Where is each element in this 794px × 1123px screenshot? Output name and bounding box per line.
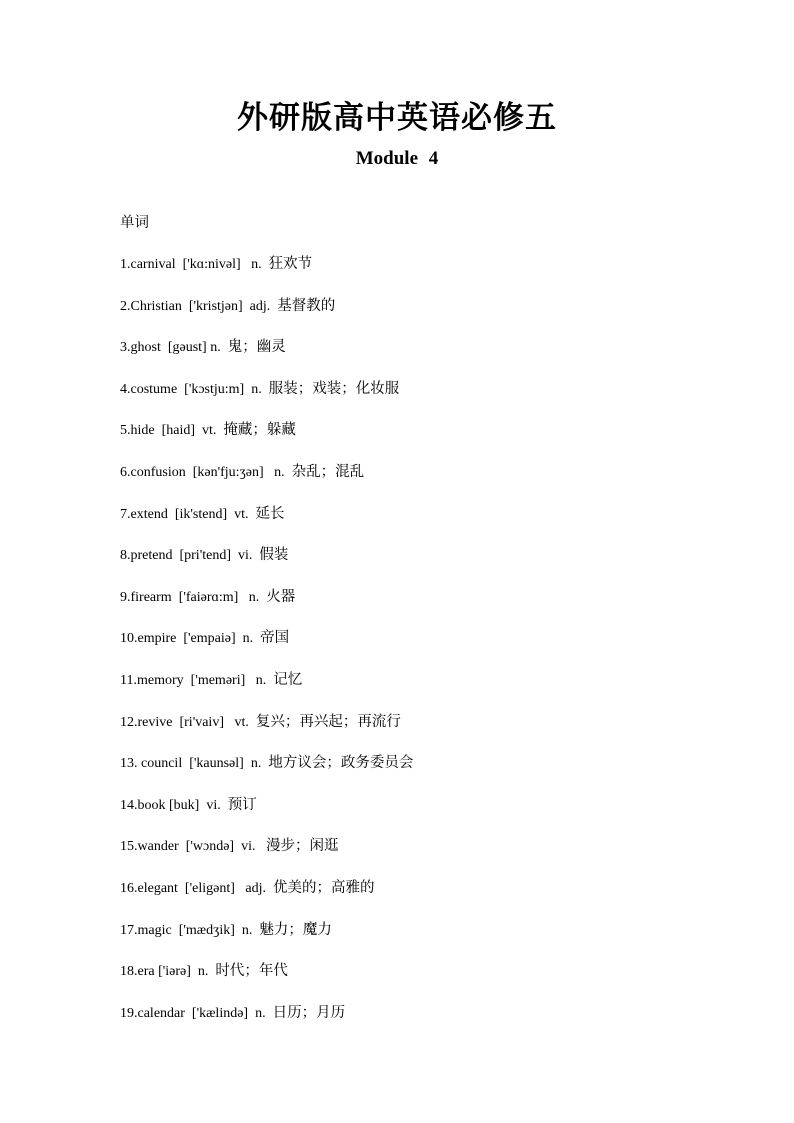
vocabulary-entry [120, 919, 760, 961]
vocabulary-entry [120, 1002, 760, 1044]
entry-chinese: 服装；戏装；化妆服 [268, 380, 400, 397]
vocabulary-list [120, 253, 760, 1043]
entry-chinese: 假装 [259, 547, 289, 564]
module-title: Module 4 [355, 148, 439, 169]
entry-english: 10.empire ['empaiə] n. [120, 631, 261, 647]
entry-english: 12.revive [ri'vaiv] vt. [120, 714, 256, 730]
entry-chinese: 掩藏；躲藏 [223, 422, 296, 439]
vocabulary-entry [120, 669, 760, 711]
entry-chinese: 漫步；闲逛 [265, 838, 339, 855]
vocabulary-entry [120, 461, 760, 503]
entry-english: 18.era ['iərə] n. [120, 964, 216, 980]
entry-chinese: 狂欢节 [268, 256, 313, 272]
vocabulary-entry [120, 877, 760, 919]
entry-english: 9.firearm ['faiərɑ:m] n. [120, 589, 267, 605]
vocabulary-entry [120, 627, 760, 669]
vocabulary-entry [120, 253, 760, 295]
entry-english: 11.memory ['meməri] n. [120, 672, 274, 688]
entry-english: 16.elegant ['eligənt] adj. [120, 880, 273, 896]
entry-english: 6.confusion [kən'fju:ʒən] n. [120, 464, 292, 480]
entry-english: 5.hide [haid] vt. [120, 423, 224, 439]
entry-chinese: 预订 [227, 796, 257, 813]
entry-chinese: 鬼；幽灵 [227, 339, 286, 356]
entry-english: 1.carnival ['kɑ:nivəl] n. [120, 257, 269, 272]
entry-english: 15.wander ['wɔndə] vi. [120, 839, 266, 855]
entry-english: 2.Christian ['kristjən] adj. [120, 298, 278, 314]
entry-chinese: 火器 [266, 588, 296, 605]
vocabulary-entry [120, 544, 760, 586]
vocabulary-entry [120, 752, 760, 794]
vocabulary-entry [120, 378, 760, 420]
vocabulary-entry [120, 835, 760, 877]
entry-english: 3.ghost [gəust] n. [120, 340, 228, 356]
vocabulary-entry [120, 295, 760, 337]
entry-chinese: 延长 [255, 505, 285, 522]
entry-chinese: 帝国 [260, 630, 290, 647]
entry-chinese: 魅力；魔力 [259, 921, 332, 938]
entry-english: 19.calendar ['kælində] n. [120, 1005, 273, 1021]
entry-chinese: 优美的；高雅的 [272, 879, 375, 896]
entry-chinese: 记忆 [273, 671, 303, 688]
entry-english: 8.pretend [pri'tend] vi. [120, 548, 260, 564]
page-title: 外研版高中英语必修五 [237, 100, 557, 136]
entry-english: 4.costume ['kɔstju:m] n. [120, 381, 269, 397]
entry-chinese: 日历；月历 [272, 1004, 346, 1021]
vocabulary-entry [120, 336, 760, 378]
entry-chinese: 基督教的 [277, 297, 336, 314]
entry-english: 17.magic ['mædʒik] n. [120, 922, 260, 938]
vocabulary-entry [120, 711, 760, 753]
entry-english: 14.book [buk] vi. [120, 797, 228, 813]
vocabulary-entry [120, 503, 760, 545]
vocabulary-entry [120, 960, 760, 1002]
entry-chinese: 时代；年代 [215, 963, 288, 980]
vocabulary-entry [120, 419, 760, 461]
vocabulary-entry [120, 586, 760, 628]
entry-english: 13. council ['kaunsəl] n. [120, 756, 269, 772]
section-heading: 单词 [120, 215, 149, 231]
entry-chinese: 杂乱；混乱 [291, 463, 365, 480]
entry-chinese: 复兴；再兴起；再流行 [255, 713, 401, 730]
entry-english: 7.extend [ik'stend] vt. [120, 506, 256, 522]
entry-chinese: 地方议会；政务委员会 [268, 755, 414, 772]
vocabulary-entry [120, 794, 760, 836]
